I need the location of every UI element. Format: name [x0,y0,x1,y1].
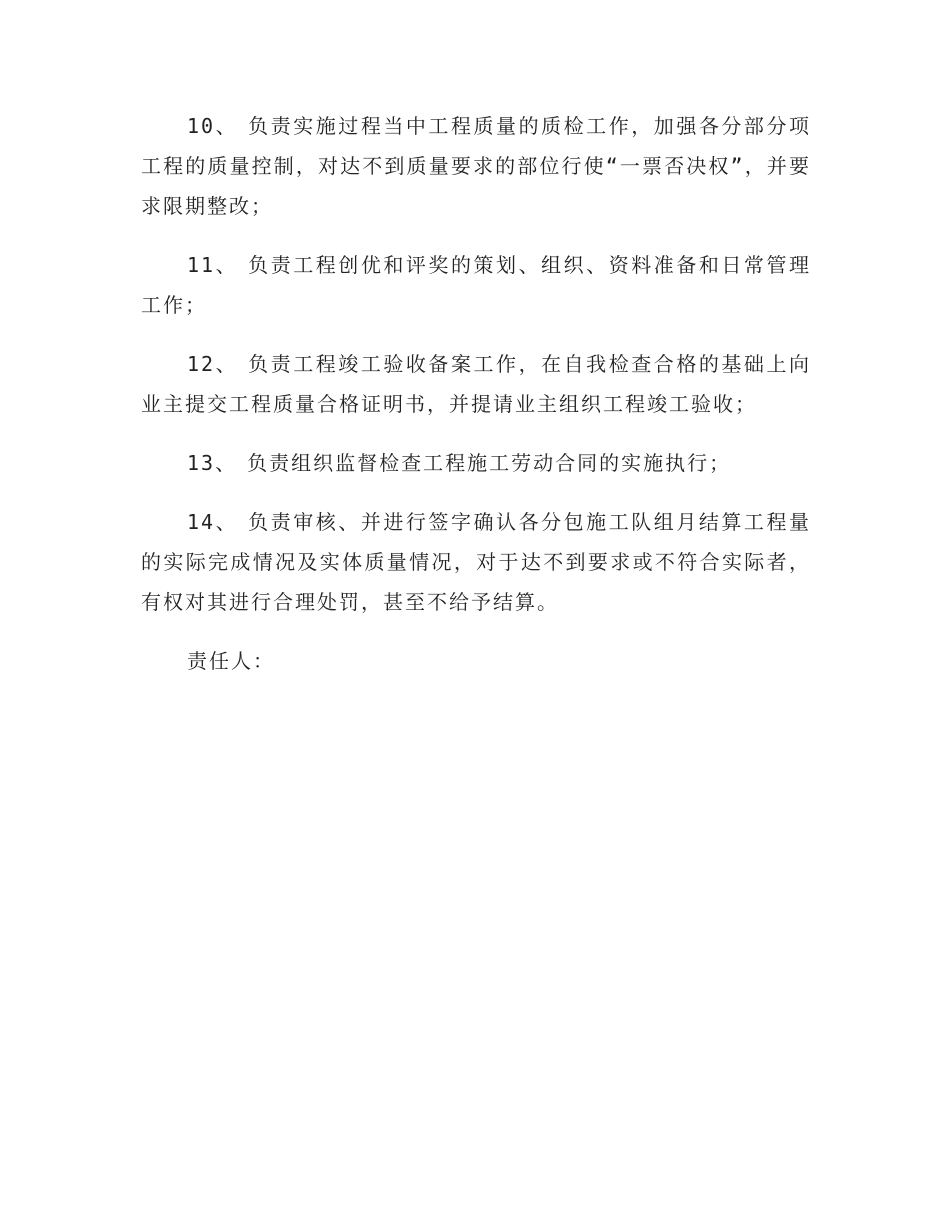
item-number: 14、 [187,510,239,534]
item-text: 负责审核、并进行签字确认各分包施工队组月结算工程量的实际完成情况及实体质量情况，对于达不到要求或不符合实际者，有权对其进行合理处罚，甚至不给予结算。 [141,510,811,614]
list-item [141,502,811,622]
item-number: 13、 [187,451,238,475]
item-text: 负责工程创优和评奖的策划、组织、资料准备和日常管理工作； [141,253,811,317]
document-body [141,106,811,681]
signature-label: 责任人： [187,649,275,673]
item-text: 负责组织监督检查工程施工劳动合同的实施执行； [247,451,732,475]
item-number: 11、 [187,253,239,277]
item-number: 10、 [187,114,239,138]
item-text: 负责工程竣工验收备案工作，在自我检查合格的基础上向业主提交工程质量合格证明书，并提请业主组织工程竣工验收； [141,352,811,416]
list-item [141,443,811,483]
list-item [141,245,811,325]
item-text: 负责实施过程当中工程质量的质检工作，加强各分部分项工程的质量控制，对达不到质量要求的部位行使“一票否决权”，并要求限期整改； [141,114,811,218]
list-item [141,106,811,226]
item-number: 12、 [187,352,239,376]
list-item [141,344,811,424]
